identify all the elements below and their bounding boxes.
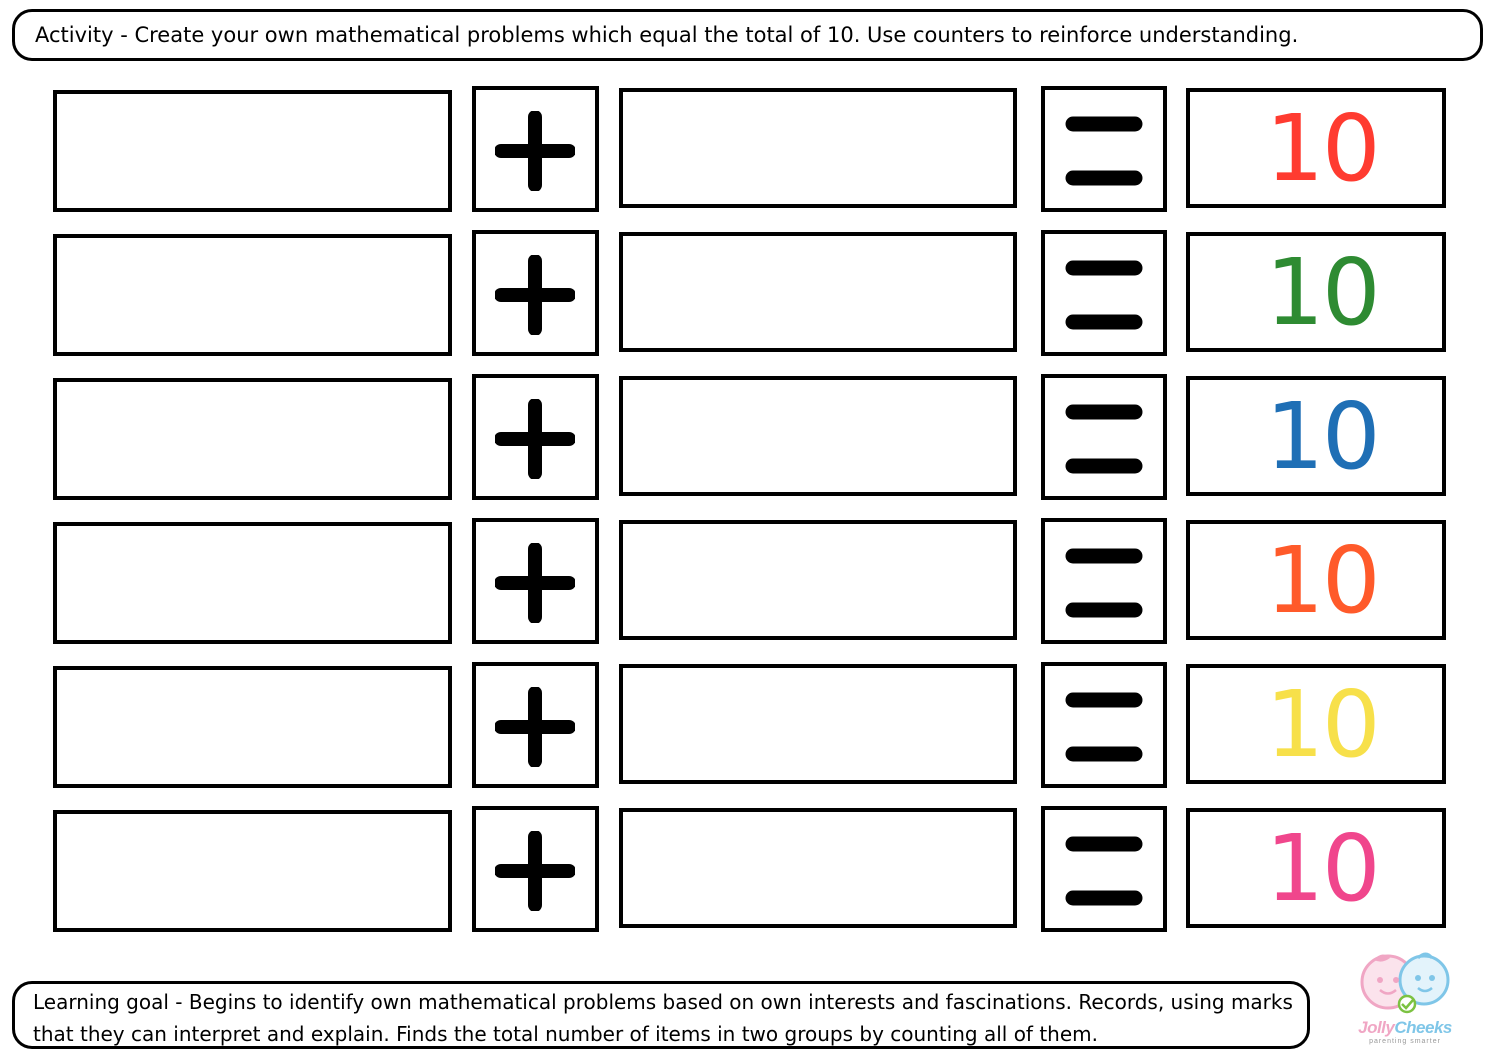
logo-brand-part-2: Cheeks — [1394, 1018, 1452, 1037]
total-value: 10 — [1265, 238, 1379, 346]
total-box — [1186, 808, 1446, 928]
equation-row — [0, 662, 1497, 786]
total-box — [1186, 232, 1446, 352]
logo-brand — [1340, 1018, 1470, 1038]
equals-sign-box — [1041, 374, 1167, 500]
first-addend-box[interactable] — [53, 666, 452, 788]
first-addend-box[interactable] — [53, 522, 452, 644]
plus-sign-box — [472, 662, 599, 788]
plus-sign-box — [472, 806, 599, 932]
equals-sign-box — [1041, 86, 1167, 212]
jollycheeks-logo-icon — [1340, 948, 1470, 1020]
plus-icon — [495, 831, 575, 911]
learning-goal — [12, 981, 1310, 1049]
equals-icon — [1065, 400, 1143, 478]
second-addend-box[interactable] — [619, 376, 1017, 496]
equals-sign-box — [1041, 518, 1167, 644]
plus-icon — [495, 255, 575, 335]
equals-sign-box — [1041, 230, 1167, 356]
plus-sign-box — [472, 86, 599, 212]
plus-icon — [495, 111, 575, 191]
plus-sign-box — [472, 374, 599, 500]
equation-row — [0, 86, 1497, 210]
equals-icon — [1065, 832, 1143, 910]
plus-icon — [495, 399, 575, 479]
second-addend-box[interactable] — [619, 520, 1017, 640]
total-box — [1186, 520, 1446, 640]
learning-goal-line-2: that they can interpret and explain. Finds the total number of items in two groups by counting all of them. — [33, 1022, 1098, 1046]
second-addend-box[interactable] — [619, 664, 1017, 784]
equals-icon — [1065, 256, 1143, 334]
first-addend-box[interactable] — [53, 234, 452, 356]
total-box — [1186, 376, 1446, 496]
total-value: 10 — [1265, 382, 1379, 490]
first-addend-box[interactable] — [53, 378, 452, 500]
equals-icon — [1065, 688, 1143, 766]
plus-sign-box — [472, 230, 599, 356]
equals-icon — [1065, 112, 1143, 190]
plus-sign-box — [472, 518, 599, 644]
total-value: 10 — [1265, 670, 1379, 778]
total-value: 10 — [1265, 814, 1379, 922]
logo-brand-part-1: Jolly — [1358, 1018, 1395, 1037]
second-addend-box[interactable] — [619, 808, 1017, 928]
second-addend-box[interactable] — [619, 232, 1017, 352]
equals-icon — [1065, 544, 1143, 622]
plus-icon — [495, 543, 575, 623]
equation-row — [0, 374, 1497, 498]
logo-tagline: parenting smarter — [1369, 1038, 1441, 1045]
equals-sign-box — [1041, 662, 1167, 788]
total-box — [1186, 664, 1446, 784]
activity-instructions: Activity - Create your own mathematical problems which equal the total of 10. Use counters to reinforce understanding. — [12, 9, 1483, 61]
total-box — [1186, 88, 1446, 208]
equation-row — [0, 518, 1497, 642]
equation-row — [0, 230, 1497, 354]
first-addend-box[interactable] — [53, 90, 452, 212]
learning-goal-line-1: Learning goal - Begins to identify own mathematical problems based on own interests and fascinations. Records, using marks — [33, 990, 1293, 1014]
plus-icon — [495, 687, 575, 767]
jollycheeks-logo — [1340, 948, 1470, 1052]
total-value: 10 — [1265, 526, 1379, 634]
equals-sign-box — [1041, 806, 1167, 932]
equation-row — [0, 806, 1497, 930]
first-addend-box[interactable] — [53, 810, 452, 932]
total-value: 10 — [1265, 94, 1379, 202]
second-addend-box[interactable] — [619, 88, 1017, 208]
